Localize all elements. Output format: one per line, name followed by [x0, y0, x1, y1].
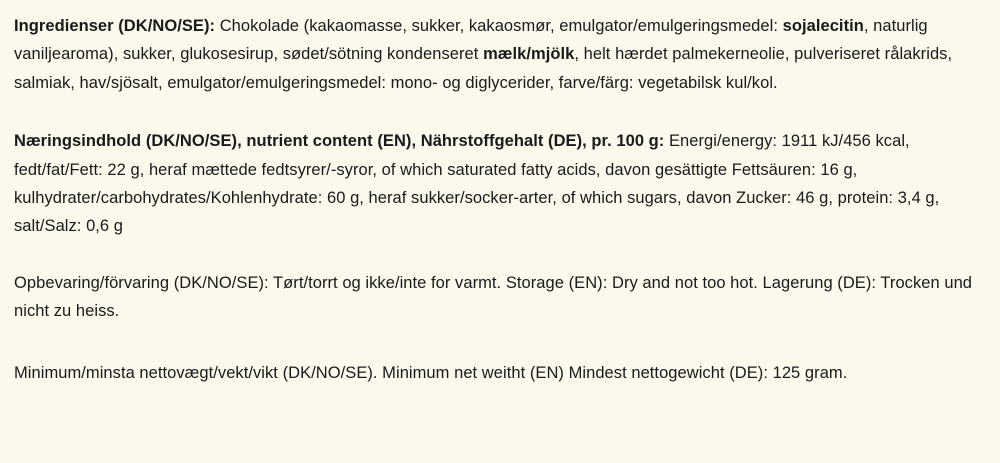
nutrition-values-text: Energi/energy: 1911 kJ/456 kcal, fedt/fat/Fett: 22 g, heraf mættede fedtsyrer/-syror, of which saturated fatty acids, davon gesättigte Fettsäuren: 16 g, kulhydrater/carbohydrates/Kohlenhydrate: 60 g, heraf sukker/socker-arter, of which sugars, davon Zucker: 46 g, protein: 3,4 g, salt/Salz: 0,6 g: [14, 132, 940, 236]
ingredients-text-part-2: , naturlig vaniljearoma), sukker, glukosesirup, sødet/sötning kondenseret: [14, 17, 928, 64]
nutrition-heading: Næringsindhold (DK/NO/SE), nutrient content (EN), Nährstoffgehalt (DE), pr. 100 g:: [14, 132, 665, 151]
nutrition-paragraph: [14, 127, 982, 241]
storage-paragraph: [14, 269, 982, 326]
net-weight-paragraph: [14, 359, 982, 387]
ingredients-paragraph: [14, 12, 982, 97]
storage-text: Opbevaring/förvaring (DK/NO/SE): Tørt/torrt og ikke/inte for varmt. Storage (EN): Dry and not too hot. Lagerung (DE): Trocken und nicht zu heiss.: [14, 273, 973, 320]
ingredients-text-part-1: Chokolade (kakaomasse, sukker, kakaosmør, emulgator/emulgeringsmedel:: [215, 17, 783, 35]
ingredients-text-part-3: , helt hærdet palmekerneolie, pulveriseret rålakrids, salmiak, hav/sjösalt, emulgator/emulgeringsmedel: mono- og diglycerider, farve/färg: vegetabilsk kul/kol.: [14, 45, 953, 92]
net-weight-text: Minimum/minsta nettovægt/vekt/vikt (DK/NO/SE). Minimum net weitht (EN) Mindest nettogewicht (DE): 125 gram.: [14, 364, 848, 383]
ingredients-heading: Ingredienser (DK/NO/SE):: [14, 17, 216, 35]
ingredients-allergen-milk: mælk/mjölk: [483, 45, 575, 64]
ingredients-allergen-soy: sojalecitin: [782, 17, 864, 35]
